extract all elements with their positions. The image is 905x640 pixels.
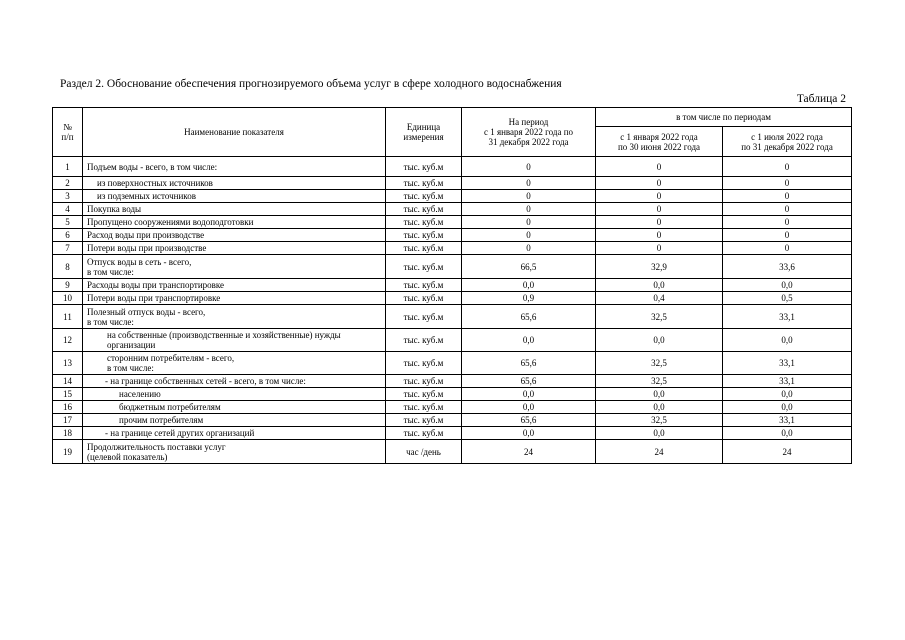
row-num: 19: [53, 440, 83, 464]
row-value-h1: 0,0: [596, 329, 723, 352]
row-value-h1: 32,9: [596, 255, 723, 279]
row-unit: тыс. куб.м: [386, 305, 462, 329]
row-name: из подземных источников: [83, 190, 386, 203]
row-value-h2: 0: [723, 229, 852, 242]
row-value-h1: 0,0: [596, 279, 723, 292]
row-value-period: 65,6: [462, 352, 596, 375]
row-name: - на границе сетей других организаций: [83, 427, 386, 440]
row-unit: тыс. куб.м: [386, 203, 462, 216]
row-value-period: 65,6: [462, 305, 596, 329]
row-name: Полезный отпуск воды - всего, в том числе:: [83, 305, 386, 329]
table-row: [53, 352, 852, 375]
row-value-h2: 0,0: [723, 427, 852, 440]
row-num: 10: [53, 292, 83, 305]
row-value-h2: 0: [723, 157, 852, 177]
table-row: [53, 242, 852, 255]
row-name: бюджетным потребителям: [83, 401, 386, 414]
row-name: Отпуск воды в сеть - всего, в том числе:: [83, 255, 386, 279]
row-num: 13: [53, 352, 83, 375]
row-unit: тыс. куб.м: [386, 414, 462, 427]
table-row: [53, 427, 852, 440]
row-unit: тыс. куб.м: [386, 242, 462, 255]
table-row: [53, 401, 852, 414]
table-row: [53, 157, 852, 177]
row-num: 17: [53, 414, 83, 427]
row-num: 9: [53, 279, 83, 292]
row-value-period: 0: [462, 203, 596, 216]
row-name: Потери воды при транспортировке: [83, 292, 386, 305]
row-value-period: 65,6: [462, 414, 596, 427]
row-num: 6: [53, 229, 83, 242]
row-unit: тыс. куб.м: [386, 292, 462, 305]
row-value-h1: 32,5: [596, 375, 723, 388]
table-row: [53, 177, 852, 190]
header-sub2: с 1 июля 2022 года по 31 декабря 2022 года: [723, 127, 852, 157]
table-row: [53, 388, 852, 401]
row-unit: тыс. куб.м: [386, 229, 462, 242]
row-value-period: 0: [462, 177, 596, 190]
row-name: прочим потребителям: [83, 414, 386, 427]
header-sub1: с 1 января 2022 года по 30 июня 2022 года: [596, 127, 723, 157]
header-name: Наименование показателя: [83, 108, 386, 157]
table-row: [53, 229, 852, 242]
row-value-period: 0: [462, 216, 596, 229]
row-value-h2: 0: [723, 190, 852, 203]
row-value-h1: 0: [596, 157, 723, 177]
header-num: № п/п: [53, 108, 83, 157]
table-row: [53, 279, 852, 292]
table-row: [53, 216, 852, 229]
row-name: Потери воды при производстве: [83, 242, 386, 255]
row-value-h1: 0,0: [596, 427, 723, 440]
row-value-h2: 0,0: [723, 279, 852, 292]
row-value-h2: 0: [723, 242, 852, 255]
row-value-h2: 33,1: [723, 305, 852, 329]
row-value-period: 0: [462, 229, 596, 242]
row-name: Покупка воды: [83, 203, 386, 216]
row-value-h1: 32,5: [596, 414, 723, 427]
row-value-h2: 24: [723, 440, 852, 464]
row-value-h1: 0,0: [596, 401, 723, 414]
table-body: [53, 157, 852, 464]
row-name: на собственные (производственные и хозяйственные) нужды организации: [83, 329, 386, 352]
row-value-h2: 0: [723, 203, 852, 216]
header-unit: Единица измерения: [386, 108, 462, 157]
row-value-h2: 33,1: [723, 352, 852, 375]
row-unit: тыс. куб.м: [386, 352, 462, 375]
row-value-h1: 0: [596, 242, 723, 255]
row-unit: тыс. куб.м: [386, 375, 462, 388]
row-num: 8: [53, 255, 83, 279]
row-unit: тыс. куб.м: [386, 279, 462, 292]
row-num: 14: [53, 375, 83, 388]
row-value-period: 0,0: [462, 427, 596, 440]
table-row: [53, 305, 852, 329]
row-num: 3: [53, 190, 83, 203]
table-row: [53, 203, 852, 216]
row-unit: тыс. куб.м: [386, 157, 462, 177]
row-value-h2: 0: [723, 177, 852, 190]
table-label: Таблица 2: [796, 93, 846, 105]
table-row: [53, 190, 852, 203]
row-unit: тыс. куб.м: [386, 177, 462, 190]
row-unit: тыс. куб.м: [386, 329, 462, 352]
row-value-period: 0,0: [462, 329, 596, 352]
row-name: Расход воды при производстве: [83, 229, 386, 242]
row-value-period: 0: [462, 157, 596, 177]
row-unit: тыс. куб.м: [386, 190, 462, 203]
row-value-h2: 33,1: [723, 375, 852, 388]
row-value-h2: 0,0: [723, 401, 852, 414]
row-value-period: 0,0: [462, 401, 596, 414]
row-num: 12: [53, 329, 83, 352]
row-name: из поверхностных источников: [83, 177, 386, 190]
row-value-h1: 0,0: [596, 388, 723, 401]
row-value-h2: 0,0: [723, 329, 852, 352]
table-row: [53, 440, 852, 464]
row-value-h2: 0,0: [723, 388, 852, 401]
row-value-h2: 33,6: [723, 255, 852, 279]
row-unit: тыс. куб.м: [386, 427, 462, 440]
water-supply-table: [52, 107, 852, 464]
row-value-h1: 0,4: [596, 292, 723, 305]
table-row: [53, 329, 852, 352]
table-row: [53, 255, 852, 279]
row-value-period: 0,9: [462, 292, 596, 305]
row-value-period: 0,0: [462, 388, 596, 401]
row-value-h2: 33,1: [723, 414, 852, 427]
row-value-period: 65,6: [462, 375, 596, 388]
row-value-h1: 0: [596, 177, 723, 190]
row-value-period: 0: [462, 190, 596, 203]
row-value-h1: 0: [596, 190, 723, 203]
row-num: 5: [53, 216, 83, 229]
row-value-h1: 24: [596, 440, 723, 464]
row-value-h1: 32,5: [596, 352, 723, 375]
row-value-h2: 0: [723, 216, 852, 229]
row-name: - на границе собственных сетей - всего, в том числе:: [83, 375, 386, 388]
row-name: Продолжительность поставки услуг (целевой показатель): [83, 440, 386, 464]
row-name: сторонним потребителям - всего, в том числе:: [83, 352, 386, 375]
row-unit: тыс. куб.м: [386, 388, 462, 401]
header-subperiods: в том числе по периодам: [596, 108, 852, 127]
row-num: 7: [53, 242, 83, 255]
row-num: 16: [53, 401, 83, 414]
row-num: 18: [53, 427, 83, 440]
row-unit: тыс. куб.м: [386, 401, 462, 414]
row-value-period: 0: [462, 242, 596, 255]
row-unit: тыс. куб.м: [386, 216, 462, 229]
row-name: Расходы воды при транспортировке: [83, 279, 386, 292]
row-num: 1: [53, 157, 83, 177]
row-num: 15: [53, 388, 83, 401]
section-title: Раздел 2. Обоснование обеспечения прогнозируемого объема услуг в сфере холодного водоснабжения: [60, 78, 562, 90]
header-period: На период с 1 января 2022 года по 31 декабря 2022 года: [462, 108, 596, 157]
row-value-h1: 32,5: [596, 305, 723, 329]
row-unit: тыс. куб.м: [386, 255, 462, 279]
row-unit: час /день: [386, 440, 462, 464]
row-name: Подъем воды - всего, в том числе:: [83, 157, 386, 177]
row-name: населению: [83, 388, 386, 401]
row-value-period: 66,5: [462, 255, 596, 279]
row-value-h1: 0: [596, 229, 723, 242]
table-row: [53, 292, 852, 305]
row-value-period: 24: [462, 440, 596, 464]
table-row: [53, 414, 852, 427]
row-value-h1: 0: [596, 216, 723, 229]
row-num: 2: [53, 177, 83, 190]
row-value-period: 0,0: [462, 279, 596, 292]
row-name: Пропущено сооружениями водоподготовки: [83, 216, 386, 229]
header-row-1: [53, 108, 852, 127]
table-row: [53, 375, 852, 388]
row-num: 11: [53, 305, 83, 329]
row-value-h1: 0: [596, 203, 723, 216]
row-value-h2: 0,5: [723, 292, 852, 305]
row-num: 4: [53, 203, 83, 216]
